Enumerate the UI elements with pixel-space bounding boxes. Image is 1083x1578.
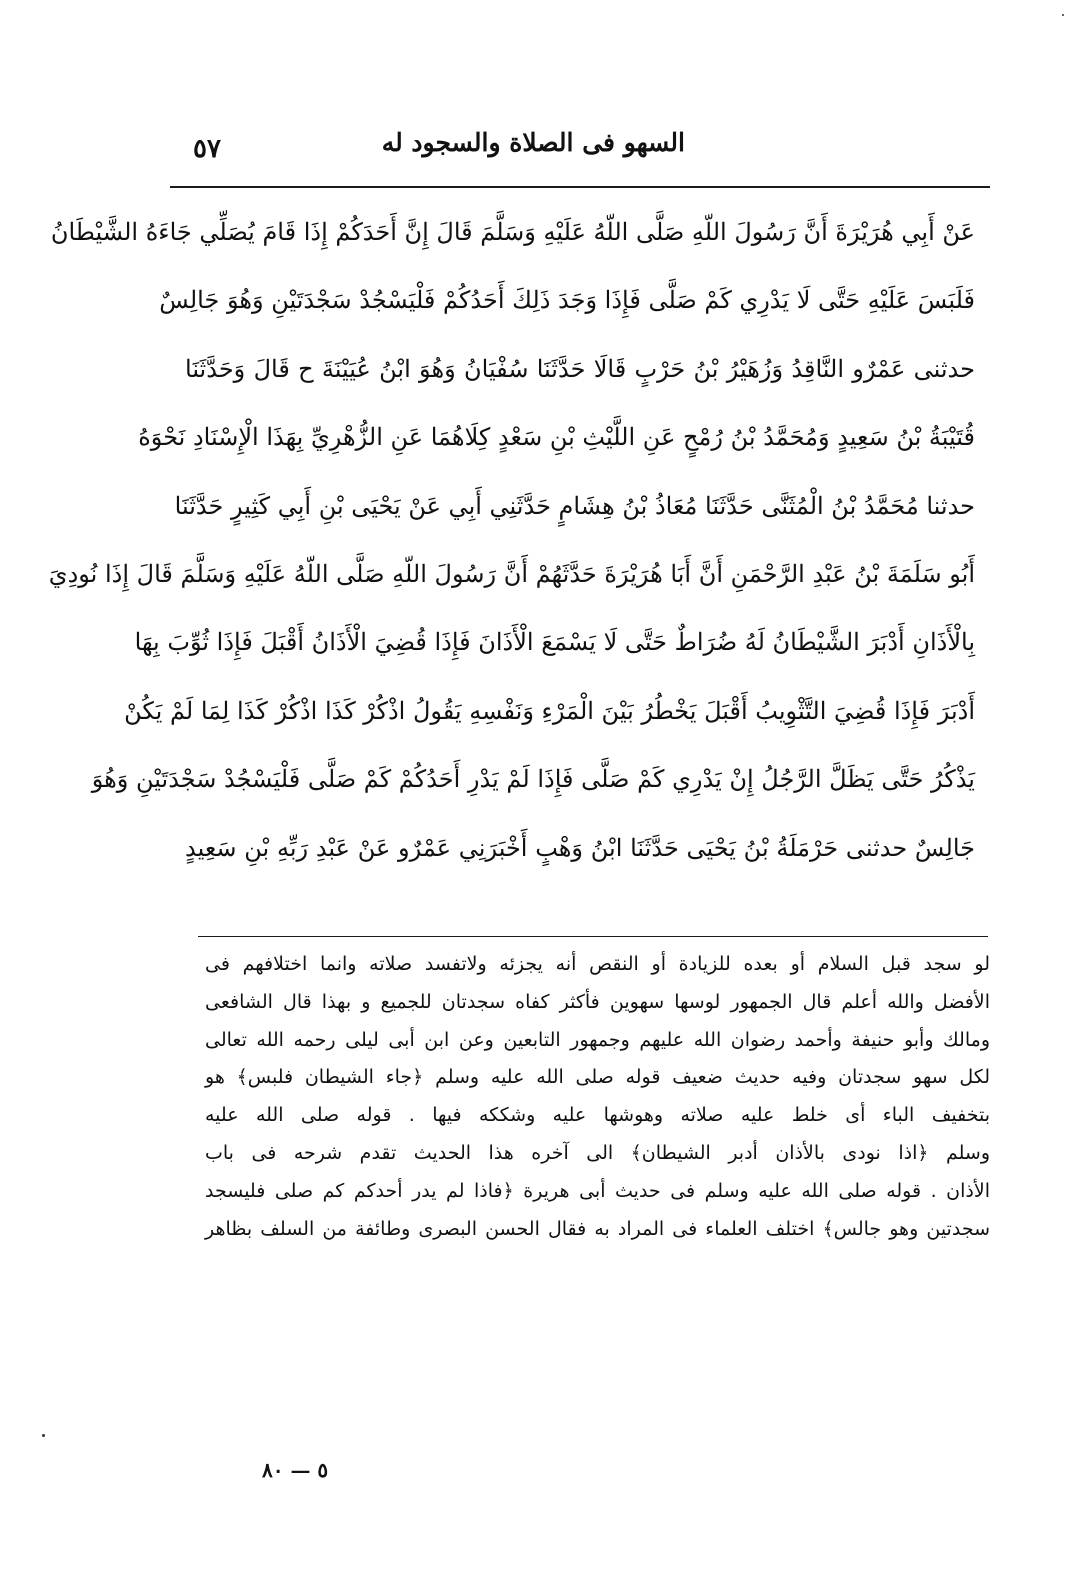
commentary-line: بتخفيف الباء أى خلط عليه صلاته وهوشها عليه وشككه فيها . قوله صلى الله عليه <box>205 1104 990 1127</box>
hadith-line: بِالْأَذَانِ أَدْبَرَ الشَّيْطَانُ لَهُ ضُرَاطٌ حَتَّى لَا يَسْمَعَ الْأَذَانَ فَإِذَا قُضِيَ الْأَذَانُ أَقْبَلَ فَإِذَا ثُوِّبَ بِهَا <box>134 628 975 657</box>
commentary-line: لو سجد قبل السلام أو بعده للزيادة أو النقص أنه يجزئه ولاتفسد صلاته وانما اختلافهم فى <box>205 953 990 975</box>
header-rule <box>170 186 990 188</box>
commentary-text <box>205 946 990 1248</box>
commentary-line: سجدتين وهو جالس﴾ اختلف العلماء فى المراد به فقال الحسن البصرى وطائفة من السلف بظاهر <box>205 1217 990 1240</box>
chapter-title: السهو فى الصلاة والسجود له <box>381 128 685 157</box>
hadith-line: فَلَبَسَ عَلَيْهِ حَتَّى لَا يَدْرِي كَمْ صَلَّى فَإِذَا وَجَدَ ذَلِكَ أَحَدُكُمْ فَلْيَسْجُدْ سَجْدَتَيْنِ وَهُوَ جَالِسٌ <box>159 286 975 315</box>
scan-speck <box>42 1434 45 1437</box>
hadith-line: يَذْكُرُ حَتَّى يَظَلَّ الرَّجُلُ إِنْ يَدْرِي كَمْ صَلَّى فَإِذَا لَمْ يَدْرِ أَحَدُكُمْ كَمْ صَلَّى فَلْيَسْجُدْ سَجْدَتَيْنِ وَهُوَ <box>91 765 975 794</box>
hadith-line: جَالِسٌ حدثنى حَرْمَلَةُ بْنُ يَحْيَى حَدَّثَنَا ابْنُ وَهْبٍ أَخْبَرَنِي عَمْرٌو عَنْ عَبْدِ رَبِّهِ بْنِ سَعِيدٍ <box>185 833 975 862</box>
hadith-line: أَدْبَرَ فَإِذَا قُضِيَ التَّثْوِيبُ أَقْبَلَ يَخْطُرُ بَيْنَ الْمَرْءِ وَنَفْسِهِ يَقُولُ اذْكُرْ كَذَا اذْكُرْ كَذَا لِمَا لَمْ يَكُنْ <box>124 696 975 725</box>
hadith-line: أَبُو سَلَمَةَ بْنُ عَبْدِ الرَّحْمَنِ أَنَّ أَبَا هُرَيْرَةَ حَدَّثَهُمْ أَنَّ رَسُولَ اللّهِ صَلَّى اللّهُ عَلَيْهِ وَسَلَّمَ قَالَ إِذَا نُودِيَ <box>48 559 975 588</box>
page-header <box>185 128 985 174</box>
commentary-line: الأذان . قوله صلى الله عليه وسلم فى حديث أبى هريرة ﴿فاذا لم يدر أحدكم كم صلى فليسجد <box>205 1179 990 1202</box>
commentary-line: ومالك وأبو حنيفة وأحمد رضوان الله عليهم وجمهور التابعين وعن ابن أبى ليلى رحمه الله تعالى <box>205 1028 990 1051</box>
hadith-line: حدثنى عَمْرٌو النَّاقِدُ وَزُهَيْرُ بْنُ حَرْبٍ قَالَا حَدَّثَنَا سُفْيَانُ وَهُوَ ابْنُ عُيَيْنَةَ ح قَالَ وَحَدَّثَنَا <box>185 354 975 383</box>
hadith-line: عَنْ أَبِي هُرَيْرَةَ أَنَّ رَسُولَ اللّهِ صَلَّى اللّهُ عَلَيْهِ وَسَلَّمَ قَالَ إِنَّ أَحَدَكُمْ إِذَا قَامَ يُصَلِّي جَاءَهُ الشَّيْطَانُ <box>50 218 975 246</box>
commentary-line: وسلم ﴿اذا نودى بالأذان أدبر الشيطان﴾ الى آخره هذا الحديث تقدم شرحه فى باب <box>205 1141 990 1164</box>
scan-speck <box>1062 14 1064 16</box>
printer-signature: ٥ — ٨٠ <box>262 1458 329 1482</box>
commentary-rule <box>198 936 988 937</box>
commentary-line: الأفضل والله أعلم قال الجمهور لوسها سهوين فأكثر كفاه سجدتان للجميع و بهذا قال الشافعى <box>205 990 990 1013</box>
hadith-text <box>48 198 975 882</box>
hadith-line: قُتَيْبَةُ بْنُ سَعِيدٍ وَمُحَمَّدُ بْنُ رُمْحٍ عَنِ اللَّيْثِ بْنِ سَعْدٍ كِلَاهُمَا عَنِ الزُّهْرِيِّ بِهَذَا الْإِسْنَادِ نَحْوَهُ <box>138 423 975 452</box>
commentary-line: لكل سهو سجدتان وفيه حديث ضعيف قوله صلى الله عليه وسلم ﴿جاء الشيطان فلبس﴾ هو <box>205 1066 990 1089</box>
page-number: ٥٧ <box>193 134 221 164</box>
hadith-line: حدثنا مُحَمَّدُ بْنُ الْمُثَنَّى حَدَّثَنَا مُعَاذُ بْنُ هِشَامٍ حَدَّثَنِي أَبِي عَنْ يَحْيَى بْنِ أَبِي كَثِيرٍ حَدَّثَنَا <box>174 491 975 520</box>
